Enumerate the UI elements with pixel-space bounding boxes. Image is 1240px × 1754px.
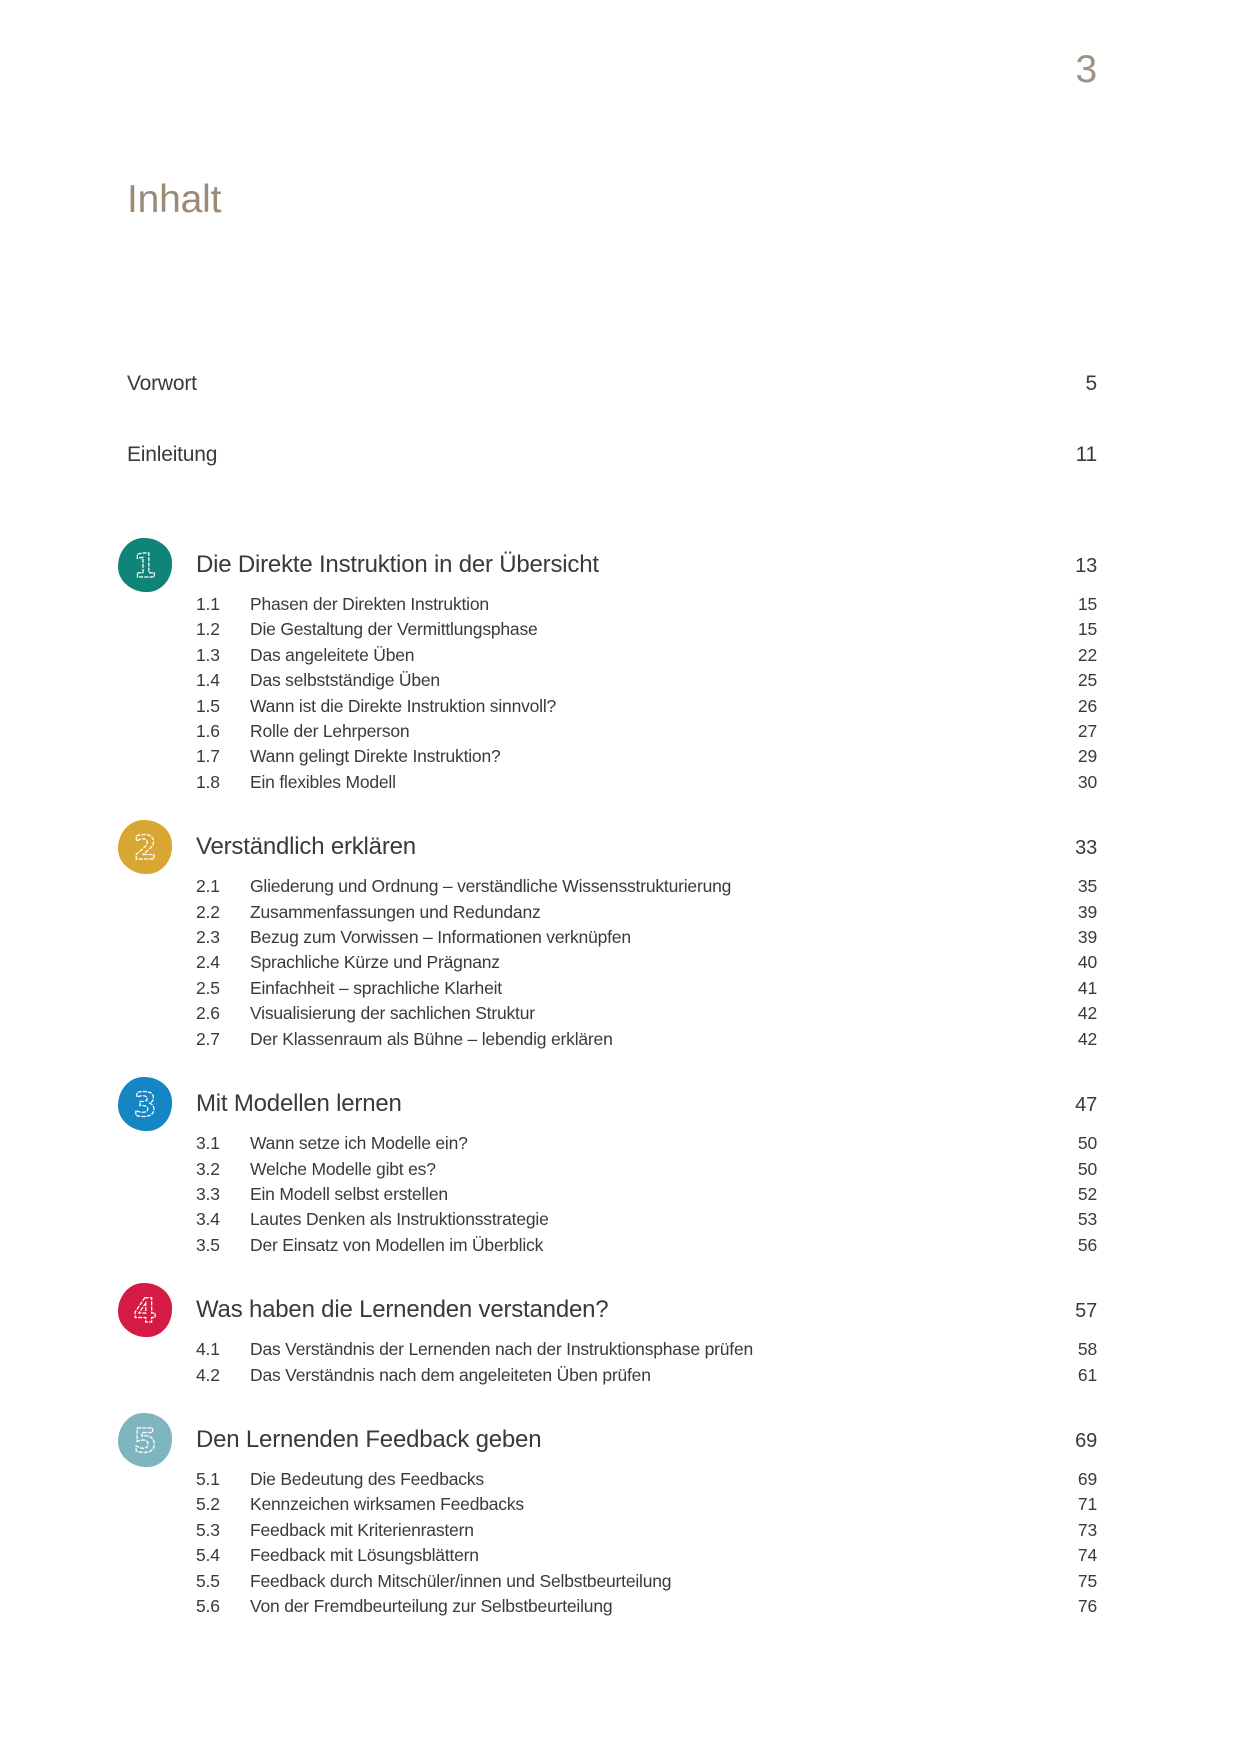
section-page: 71 (1077, 1494, 1097, 1515)
section-entry (196, 770, 1097, 795)
section-page: 39 (1077, 927, 1097, 948)
section-number: 1.2 (196, 619, 220, 640)
section-number: 5.5 (196, 1570, 220, 1591)
section-list (196, 592, 1097, 795)
section-entry (196, 1027, 1097, 1052)
section-number: 3.5 (196, 1234, 220, 1255)
chapter-heading-row (196, 1288, 1097, 1333)
section-title: Ein flexibles Modell (250, 771, 396, 792)
section-entry (196, 719, 1097, 744)
section-page: 58 (1077, 1339, 1097, 1360)
chapter-heading-row (196, 1418, 1097, 1463)
chapter-page: 33 (1075, 837, 1097, 860)
section-entry (196, 694, 1097, 719)
section-number: 5.4 (196, 1545, 220, 1566)
section-title: Welche Modelle gibt es? (250, 1158, 436, 1179)
chapter-number-badge (118, 538, 172, 592)
section-page: 22 (1077, 644, 1097, 665)
chapter-number-icon (118, 1077, 172, 1131)
section-title: Wann gelingt Direkte Instruktion? (250, 746, 501, 767)
section-page: 15 (1077, 619, 1097, 640)
section-number: 5.6 (196, 1595, 220, 1616)
section-page: 50 (1077, 1133, 1097, 1154)
toc-entry (127, 443, 1097, 467)
section-page: 74 (1077, 1545, 1097, 1566)
svg-text:1: 1 (133, 546, 157, 585)
section-number: 3.2 (196, 1158, 220, 1179)
chapter-page: 57 (1075, 1300, 1097, 1323)
chapter-number-icon (118, 820, 172, 874)
section-number: 1.8 (196, 771, 220, 792)
section-title: Wann setze ich Modelle ein? (250, 1133, 468, 1154)
section-title: Der Klassenraum als Bühne – lebendig erklären (250, 1028, 613, 1049)
section-title: Von der Fremdbeurteilung zur Selbstbeurteilung (250, 1595, 613, 1616)
section-page: 29 (1077, 746, 1097, 767)
section-page: 50 (1077, 1158, 1097, 1179)
chapter-title: Die Direkte Instruktion in der Übersicht (196, 551, 599, 578)
section-number: 1.4 (196, 670, 220, 691)
section-entry (196, 1337, 1097, 1362)
section-number: 1.6 (196, 721, 220, 742)
section-entry (196, 1492, 1097, 1517)
section-entry (196, 744, 1097, 769)
section-number: 1.1 (196, 594, 220, 614)
svg-text:3: 3 (133, 1085, 157, 1125)
front-matter-list (127, 372, 1097, 514)
section-list (196, 1337, 1097, 1388)
chapter-title: Was haben die Lernenden verstanden? (196, 1296, 609, 1324)
section-entry (196, 1157, 1097, 1182)
svg-text:4: 4 (133, 1291, 157, 1331)
toc-entry-label: Einleitung (127, 443, 218, 466)
section-entry (196, 950, 1097, 975)
section-entry (196, 874, 1097, 899)
chapter-title: Mit Modellen lernen (196, 1090, 402, 1118)
section-entry (196, 1233, 1097, 1258)
section-page: 61 (1077, 1364, 1097, 1385)
section-entry (196, 1569, 1097, 1594)
section-list (196, 1131, 1097, 1258)
section-title: Der Einsatz von Modellen im Überblick (250, 1234, 544, 1255)
toc-entry-page: 11 (1075, 443, 1097, 466)
chapter-title: Verständlich erklären (196, 833, 416, 861)
section-title: Gliederung und Ordnung – verständliche Wissensstrukturierung (250, 876, 732, 897)
section-page: 52 (1077, 1183, 1097, 1204)
section-page: 73 (1077, 1519, 1097, 1540)
chapter-heading-row (196, 1082, 1097, 1127)
section-title: Das Verständnis nach dem angeleiteten Üben prüfen (250, 1364, 651, 1385)
section-entry (196, 1518, 1097, 1543)
section-title: Ein Modell selbst erstellen (250, 1183, 448, 1204)
chapter-page: 47 (1075, 1094, 1097, 1117)
section-page: 39 (1077, 901, 1097, 922)
section-page: 53 (1077, 1209, 1097, 1230)
section-entry (196, 925, 1097, 950)
section-title: Feedback durch Mitschüler/innen und Selbstbeurteilung (250, 1570, 672, 1591)
section-entry (196, 592, 1097, 617)
page-number-folio: 3 (1075, 48, 1097, 91)
section-number: 2.5 (196, 977, 220, 998)
chapter-block (127, 825, 1097, 1052)
section-number: 5.2 (196, 1494, 220, 1515)
section-page: 30 (1077, 771, 1097, 792)
section-page: 35 (1077, 876, 1097, 897)
section-page: 15 (1077, 594, 1097, 614)
section-page: 69 (1077, 1468, 1097, 1489)
chapter-number-icon (118, 1413, 172, 1467)
section-entry (196, 1001, 1097, 1026)
section-number: 2.6 (196, 1003, 220, 1024)
section-entry (196, 1543, 1097, 1568)
section-number: 4.2 (196, 1364, 220, 1385)
chapter-number-badge (118, 1283, 172, 1337)
section-entry (196, 643, 1097, 668)
section-entry (196, 1182, 1097, 1207)
chapter-number-badge (118, 1077, 172, 1131)
chapter-heading-row (196, 825, 1097, 870)
section-entry (196, 1467, 1097, 1492)
section-entry (196, 1207, 1097, 1232)
chapter-list (127, 543, 1097, 1619)
section-title: Sprachliche Kürze und Prägnanz (250, 952, 500, 973)
section-number: 2.3 (196, 927, 220, 948)
chapter-number-badge (118, 1413, 172, 1467)
section-title: Visualisierung der sachlichen Struktur (250, 1003, 535, 1024)
section-page: 27 (1077, 721, 1097, 742)
svg-text:5: 5 (133, 1420, 157, 1460)
section-title: Die Gestaltung der Vermittlungsphase (250, 619, 538, 640)
section-title: Wann ist die Direkte Instruktion sinnvoll? (250, 695, 557, 716)
section-title: Feedback mit Lösungsblättern (250, 1545, 479, 1566)
section-page: 42 (1077, 1028, 1097, 1049)
section-page: 40 (1077, 952, 1097, 973)
section-entry (196, 1363, 1097, 1388)
section-page: 41 (1077, 977, 1097, 998)
toc-entry-page: 5 (1085, 372, 1097, 395)
section-number: 5.1 (196, 1468, 220, 1489)
section-page: 26 (1077, 695, 1097, 716)
section-title: Rolle der Lehrperson (250, 721, 410, 742)
toc-entry-label: Vorwort (127, 372, 197, 395)
section-number: 5.3 (196, 1519, 220, 1540)
section-title: Das angeleitete Üben (250, 644, 415, 665)
section-title: Einfachheit – sprachliche Klarheit (250, 977, 502, 998)
section-title: Das selbstständige Üben (250, 670, 440, 691)
section-list (196, 874, 1097, 1052)
chapter-block (127, 1082, 1097, 1258)
page-title: Inhalt (127, 178, 222, 221)
section-page: 75 (1077, 1570, 1097, 1591)
chapter-page: 13 (1075, 555, 1097, 577)
section-list (196, 1467, 1097, 1619)
section-entry (196, 1131, 1097, 1156)
section-number: 2.4 (196, 952, 220, 973)
section-number: 4.1 (196, 1339, 220, 1360)
section-title: Die Bedeutung des Feedbacks (250, 1468, 484, 1489)
section-title: Feedback mit Kriterienrastern (250, 1519, 474, 1540)
section-entry (196, 900, 1097, 925)
section-number: 2.2 (196, 901, 220, 922)
chapter-block (127, 543, 1097, 795)
chapter-number-badge (118, 820, 172, 874)
toc-entry (127, 372, 1097, 396)
section-entry (196, 668, 1097, 693)
section-title: Kennzeichen wirksamen Feedbacks (250, 1494, 524, 1515)
section-title: Zusammenfassungen und Redundanz (250, 901, 541, 922)
chapter-block (127, 1288, 1097, 1388)
chapter-number-icon (118, 538, 172, 592)
chapter-page: 69 (1075, 1429, 1097, 1452)
section-number: 1.3 (196, 644, 220, 665)
section-number: 1.5 (196, 695, 220, 716)
chapter-block (127, 1418, 1097, 1619)
section-number: 3.4 (196, 1209, 220, 1230)
chapter-number-icon (118, 1283, 172, 1337)
section-entry (196, 976, 1097, 1001)
section-page: 76 (1077, 1595, 1097, 1616)
svg-text:2: 2 (133, 828, 157, 868)
section-title: Lautes Denken als Instruktionsstrategie (250, 1209, 549, 1230)
section-number: 3.3 (196, 1183, 220, 1204)
section-title: Bezug zum Vorwissen – Informationen verknüpfen (250, 927, 631, 948)
section-title: Phasen der Direkten Instruktion (250, 594, 489, 614)
section-number: 3.1 (196, 1133, 220, 1154)
section-number: 1.7 (196, 746, 220, 767)
section-page: 42 (1077, 1003, 1097, 1024)
section-page: 56 (1077, 1234, 1097, 1255)
section-title: Das Verständnis der Lernenden nach der Instruktionsphase prüfen (250, 1339, 754, 1360)
section-page: 25 (1077, 670, 1097, 691)
section-entry (196, 1594, 1097, 1619)
chapter-heading-row (196, 543, 1097, 588)
chapter-title: Den Lernenden Feedback geben (196, 1425, 542, 1453)
section-entry (196, 617, 1097, 642)
section-number: 2.7 (196, 1028, 220, 1049)
section-number: 2.1 (196, 876, 220, 897)
